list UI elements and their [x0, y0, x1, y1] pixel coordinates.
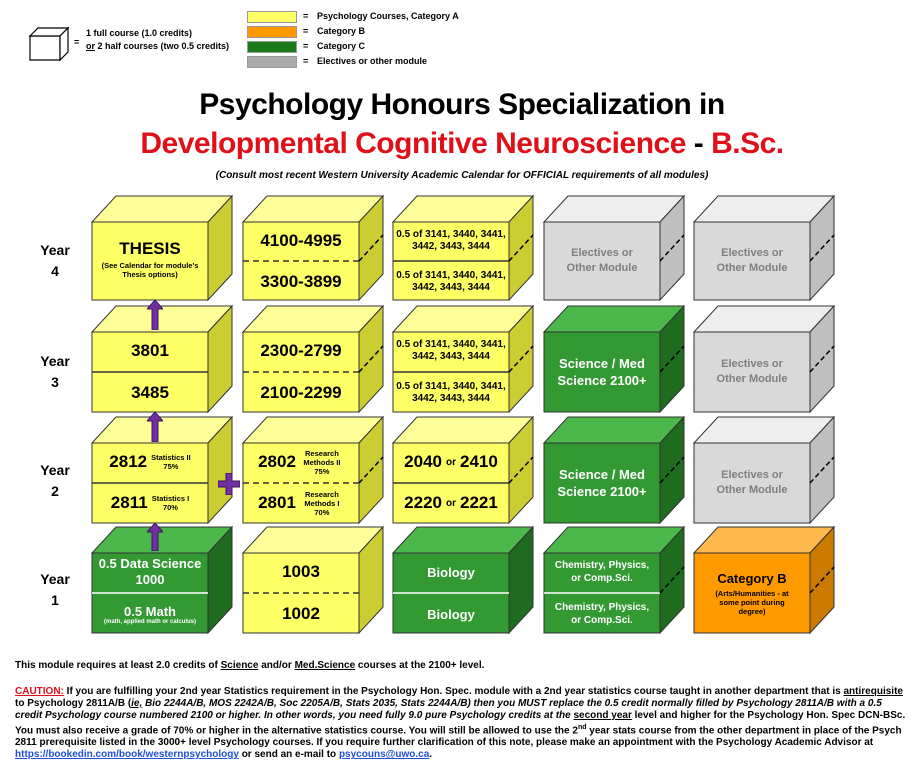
- course-3141-group-bottom-y3: [393, 374, 509, 412]
- course-note: Statistics II: [151, 453, 191, 462]
- course-biology-top: [393, 553, 509, 591]
- year-word: Year: [40, 571, 70, 587]
- course-code: Biology: [427, 606, 475, 622]
- legend-label-cat-b: Category B: [317, 26, 366, 36]
- caution-second-year: second year: [573, 710, 632, 721]
- course-4100-4995: [243, 222, 359, 259]
- note-text: courses at the 2100+ level.: [355, 660, 485, 671]
- course-chem-phys-cs-bottom: [544, 595, 660, 633]
- program-name: Developmental Cognitive Neuroscience: [140, 127, 686, 160]
- note-text: This module requires at least 2.0 credits of: [15, 660, 221, 671]
- category-b-note: (Arts/Humanities - at some point during degree): [715, 588, 789, 616]
- legend-label-elective: Electives or other module: [317, 56, 428, 66]
- course-biology-bottom: [393, 595, 509, 633]
- caution-text: or send an e-mail to: [238, 749, 339, 761]
- category-b-label: Category B: [717, 570, 787, 586]
- legend-eq: =: [303, 26, 309, 36]
- course-3141-group-top-y3: [393, 332, 509, 370]
- year-number: 3: [51, 374, 59, 390]
- course-2801: [243, 484, 359, 522]
- course-note: Statistics I: [151, 494, 190, 503]
- year-number: 4: [51, 263, 59, 279]
- or-label: or: [446, 497, 456, 509]
- legend-label-cat-c: Category C: [317, 41, 366, 51]
- email-link[interactable]: psycouns@uwo.ca: [338, 749, 430, 761]
- legend-label-cat-a: Psychology Courses, Category A: [317, 11, 459, 21]
- course-3300-3899: [243, 263, 359, 300]
- course-code: 4100-4995: [260, 230, 342, 250]
- note-med-science: Med.Science: [294, 660, 356, 671]
- course-grade: 75%: [163, 462, 179, 471]
- legend-cube-equals: =: [74, 37, 80, 47]
- science-y2: [544, 443, 660, 523]
- page-subtitle: (Consult most recent Western University Academic Calendar for OFFICIAL requirements of all modules): [215, 170, 709, 181]
- caution-superscript: nd: [577, 724, 587, 731]
- course-1003: [243, 553, 359, 591]
- year-label-2: [30, 460, 80, 502]
- thesis-note: (See Calendar for module's Thesis options): [101, 261, 199, 279]
- course-code: 2801: [258, 493, 296, 512]
- page-title: Psychology Honours Specialization in: [199, 88, 725, 121]
- course-3801: [92, 332, 208, 370]
- legend-eq: =: [303, 41, 309, 51]
- legend-cube-line2-text: 2 half courses (two 0.5 credits): [97, 41, 230, 51]
- legend-cube-line2: [86, 41, 229, 51]
- course-code: 2221: [460, 493, 498, 512]
- course-3141-group-bottom: [393, 263, 509, 300]
- thesis-label: THESIS: [119, 239, 181, 258]
- or-label: or: [446, 456, 456, 468]
- category-b-cell: [694, 553, 810, 633]
- course-2802: [243, 443, 359, 481]
- legend-or: or: [86, 41, 95, 51]
- elective-label: Electives or Other Module: [716, 358, 788, 385]
- course-options: 0.5 of 3141, 3440, 3441, 3442, 3443, 3444: [396, 381, 506, 404]
- course-options: 0.5 of 3141, 3440, 3441, 3442, 3443, 3444: [396, 269, 506, 293]
- legend-cube-icon: [28, 26, 70, 62]
- elective-y4-a: [544, 222, 660, 300]
- caution-label: CAUTION:: [15, 686, 64, 697]
- year-label-4: [30, 240, 80, 282]
- caution-text: .: [429, 749, 433, 761]
- course-note: Research Methods I: [304, 489, 340, 508]
- course-code: 2040: [404, 452, 442, 471]
- course-options: Chemistry, Physics, or Comp.Sci.: [554, 602, 650, 626]
- caution-text: If you are fulfilling your 2nd year Statistics requirement in the Psychology Hon. Spec. module with a 2nd year statistics course taught in another department that is: [63, 686, 844, 697]
- course-note: Research Methods II: [303, 448, 341, 467]
- legend-eq: =: [303, 56, 309, 66]
- elective-y3: [694, 332, 810, 412]
- arrow-shape: [147, 523, 163, 551]
- caution-text: year stats course from the other department in place of the Psych 2811 prerequisite listed in the 3000+ level Psychology courses. If you require further clarification of this note, please make an appointment with the Psychology Academic Advisor at: [15, 725, 902, 749]
- course-code: 1003: [282, 562, 320, 581]
- year-label-3: [30, 351, 80, 393]
- science-y3: [544, 332, 660, 412]
- course-3141-group-top: [393, 222, 509, 259]
- course-2100-2299: [243, 374, 359, 412]
- plus-icon: [218, 473, 240, 500]
- arrow-shape: [147, 300, 163, 330]
- caution-text: level and higher for the Psychology Hon. Spec DCN-BSc. You must also receive a grade of 70% or higher in the alternative statistics course. You will still be allowed to use the 2: [15, 710, 906, 737]
- caution-ie: ie,: [131, 698, 143, 709]
- title-separator: -: [685, 127, 712, 160]
- course-code: 2300-2799: [260, 341, 342, 360]
- course-data-science-1000: [92, 553, 208, 591]
- course-note: (math, applied math or calculus): [103, 618, 196, 625]
- year-word: Year: [40, 242, 70, 258]
- caution-text: to Psychology 2811A/B (: [15, 698, 132, 709]
- legend-cube-line1: 1 full course (1.0 credits): [86, 28, 193, 38]
- course-code: 2812: [109, 452, 148, 471]
- prerequisite-arrow-icon: [147, 300, 163, 335]
- course-1002: [243, 595, 359, 633]
- elective-y4-b: [694, 222, 810, 300]
- course-3485: [92, 374, 208, 412]
- course-code: 2811: [110, 493, 148, 512]
- prerequisite-arrow-icon: [147, 412, 163, 447]
- year-number: 2: [51, 483, 59, 499]
- year-number: 1: [51, 592, 59, 608]
- degree-name: B.Sc.: [711, 127, 784, 160]
- prerequisite-arrow-icon: [147, 523, 163, 556]
- course-code: Biology: [427, 564, 475, 580]
- course-code: 0.5 Data Science 1000: [98, 556, 202, 587]
- course-grade: 75%: [314, 466, 330, 476]
- course-code: 2100-2299: [260, 383, 342, 402]
- course-code: 3801: [131, 341, 169, 360]
- course-code: 3300-3899: [260, 271, 342, 291]
- caution-note: [15, 686, 910, 761]
- legend-swatch-cat-c: [247, 41, 297, 53]
- course-options: 0.5 of 3141, 3440, 3441, 3442, 3443, 3444: [396, 339, 506, 362]
- course-2811: [92, 484, 208, 522]
- caution-text: Bio 2244A/B, MOS 2242A/B, Soc 2205A/B, Stats 2035, Stats 2244A/B) then you MUST replace the 0.5 credit normally filled by Psychology 2811A/B with a 0.5 credit Psychology course numbered 2100 or higher. In other words, you need fully 9.0 pure Psychology credits at the: [15, 698, 882, 721]
- course-grade: 70%: [314, 507, 330, 517]
- course-2220-or-2221: [393, 484, 509, 522]
- caution-antirequisite: antirequisite: [843, 686, 903, 697]
- course-2812: [92, 443, 208, 481]
- course-code: 1002: [282, 604, 320, 623]
- course-code: 0.5 Math: [123, 603, 176, 619]
- year-label-1: [30, 569, 80, 611]
- elective-label: Electives or Other Module: [716, 469, 788, 496]
- legend-swatch-elective: [247, 56, 297, 68]
- science-label: Science / Med Science 2100+: [557, 467, 647, 499]
- course-options: 0.5 of 3141, 3440, 3441, 3442, 3443, 3444: [396, 228, 506, 252]
- course-code: 2410: [460, 452, 498, 471]
- course-grade: 70%: [162, 503, 178, 512]
- year-word: Year: [40, 353, 70, 369]
- course-code: 3485: [131, 383, 169, 402]
- course-2040-or-2410: [393, 443, 509, 481]
- page-title-program: [0, 127, 924, 161]
- science-requirement-note: [15, 660, 910, 672]
- plus-shape: [218, 473, 240, 495]
- booking-link[interactable]: https://bookedin.com/book/westernpsychology: [15, 749, 239, 761]
- note-science: Science: [220, 660, 259, 671]
- course-math: [92, 595, 208, 633]
- legend-swatch-cat-a: [247, 11, 297, 23]
- elective-label: Electives or Other Module: [716, 247, 788, 274]
- legend-eq: =: [303, 11, 309, 21]
- science-label: Science / Med Science 2100+: [557, 356, 647, 388]
- note-text: and/or: [258, 660, 295, 671]
- elective-y2: [694, 443, 810, 523]
- course-code: 2802: [258, 452, 296, 471]
- course-2300-2799: [243, 332, 359, 370]
- thesis-cell: [92, 222, 208, 296]
- elective-label: Electives or Other Module: [566, 247, 638, 274]
- arrow-shape: [147, 412, 163, 442]
- course-code: 2220: [404, 493, 442, 512]
- legend-swatch-cat-b: [247, 26, 297, 38]
- year-word: Year: [40, 462, 70, 478]
- course-options: Chemistry, Physics, or Comp.Sci.: [554, 560, 650, 584]
- course-chem-phys-cs-top: [544, 553, 660, 591]
